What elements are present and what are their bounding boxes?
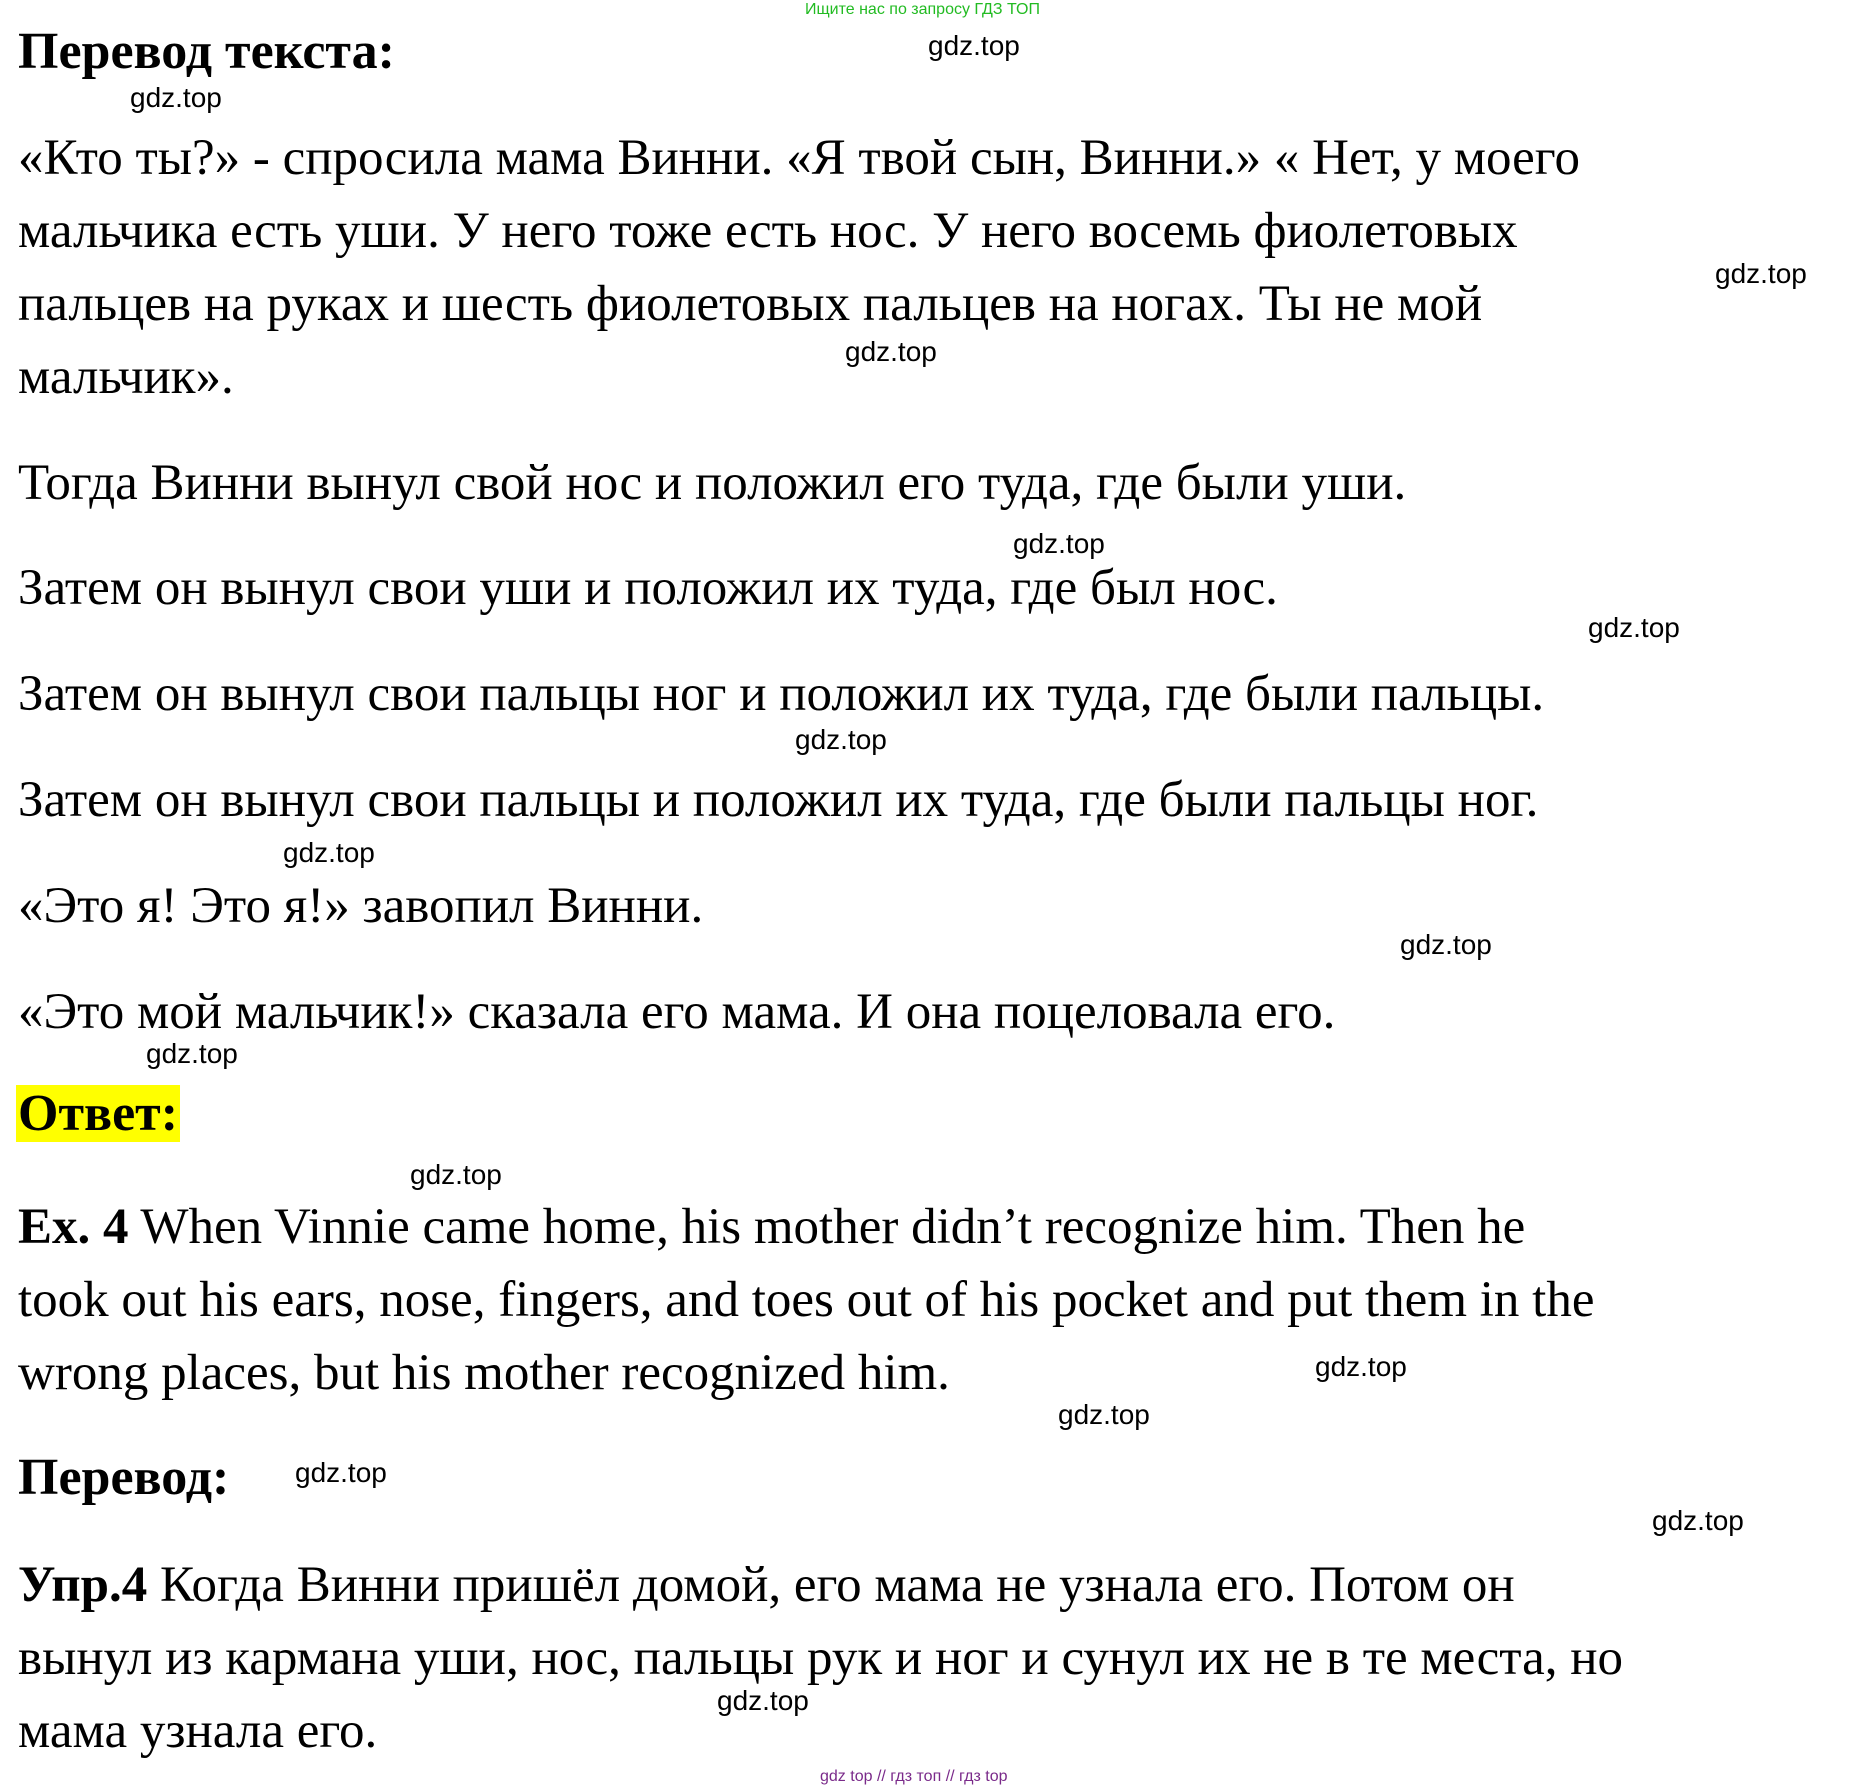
footer-separator: //	[945, 1768, 955, 1785]
exercise-ru-line-1	[18, 1555, 1515, 1615]
watermark: gdz.top	[130, 82, 222, 113]
footer-part-2[interactable]: гдз топ	[890, 1768, 942, 1785]
exercise-en-line-2: took out his ears, nose, fingers, and toes out of his pocket and put them in the	[18, 1272, 1595, 1328]
footer-part-1[interactable]: gdz top	[820, 1768, 873, 1785]
sentence-4: Затем он вынул свои пальцы и положил их туда, где были пальцы ног.	[18, 772, 1539, 828]
exercise-ru-line-2: вынул из кармана уши, нос, пальцы рук и ног и сунул их не в те места, но	[18, 1630, 1624, 1686]
footer-part-3[interactable]: гдз top	[959, 1768, 1008, 1785]
watermark: gdz.top	[1315, 1351, 1407, 1382]
exercise-en-label: Ex. 4	[18, 1199, 129, 1255]
exercise-ru-line-3: мама узнала его.	[18, 1703, 378, 1759]
watermark: gdz.top	[410, 1159, 502, 1190]
answer-heading-text: Ответ:	[18, 1085, 179, 1142]
watermark: gdz.top	[1588, 612, 1680, 643]
exercise-en-line-1	[18, 1197, 1525, 1257]
translation-heading: Перевод:	[18, 1449, 230, 1506]
watermark: gdz.top	[845, 336, 937, 367]
watermark: gdz.top	[795, 724, 887, 755]
watermark: gdz.top	[928, 30, 1020, 61]
top-banner: Ищите нас по запросу ГДЗ ТОП	[805, 1, 1040, 18]
watermark: gdz.top	[1400, 929, 1492, 960]
exercise-en-line-3: wrong places, but his mother recognized him.	[18, 1345, 950, 1401]
sentence-5: «Это я! Это я!» завопил Винни.	[18, 878, 704, 934]
exercise-ru-label: Упр.4	[18, 1557, 148, 1613]
watermark: gdz.top	[717, 1685, 809, 1716]
sentence-6: «Это мой мальчик!» сказала его мама. И она поцеловала его.	[18, 984, 1336, 1040]
watermark: gdz.top	[295, 1457, 387, 1488]
footer-links	[820, 1767, 1008, 1787]
watermark: gdz.top	[1013, 528, 1105, 559]
paragraph1-line-3: пальцев на руках и шесть фиолетовых пальцев на ногах. Ты не мой	[18, 276, 1483, 332]
heading-translation: Перевод текста:	[18, 23, 395, 80]
watermark: gdz.top	[1652, 1505, 1744, 1536]
exercise-en-text-1: When Vinnie came home, his mother didn’t recognize him. Then he	[128, 1199, 1526, 1255]
sentence-3: Затем он вынул свои пальцы ног и положил их туда, где были пальцы.	[18, 666, 1545, 722]
answer-heading	[16, 1084, 180, 1144]
paragraph1-line-1: «Кто ты?» - спросила мама Винни. «Я твой сын, Винни.» « Нет, у моего	[18, 130, 1580, 186]
paragraph1-line-2: мальчика есть уши. У него тоже есть нос. У него восемь фиолетовых	[18, 203, 1518, 259]
watermark: gdz.top	[1715, 258, 1807, 289]
sentence-1: Тогда Винни вынул свой нос и положил его туда, где были уши.	[18, 455, 1407, 511]
paragraph1-line-4: мальчик».	[18, 349, 234, 405]
watermark: gdz.top	[283, 837, 375, 868]
footer-separator: //	[876, 1768, 886, 1785]
exercise-ru-text-1: Когда Винни пришёл домой, его мама не узнала его. Потом он	[147, 1557, 1515, 1613]
sentence-2: Затем он вынул свои уши и положил их туда, где был нос.	[18, 560, 1278, 616]
watermark: gdz.top	[146, 1038, 238, 1069]
watermark: gdz.top	[1058, 1399, 1150, 1430]
